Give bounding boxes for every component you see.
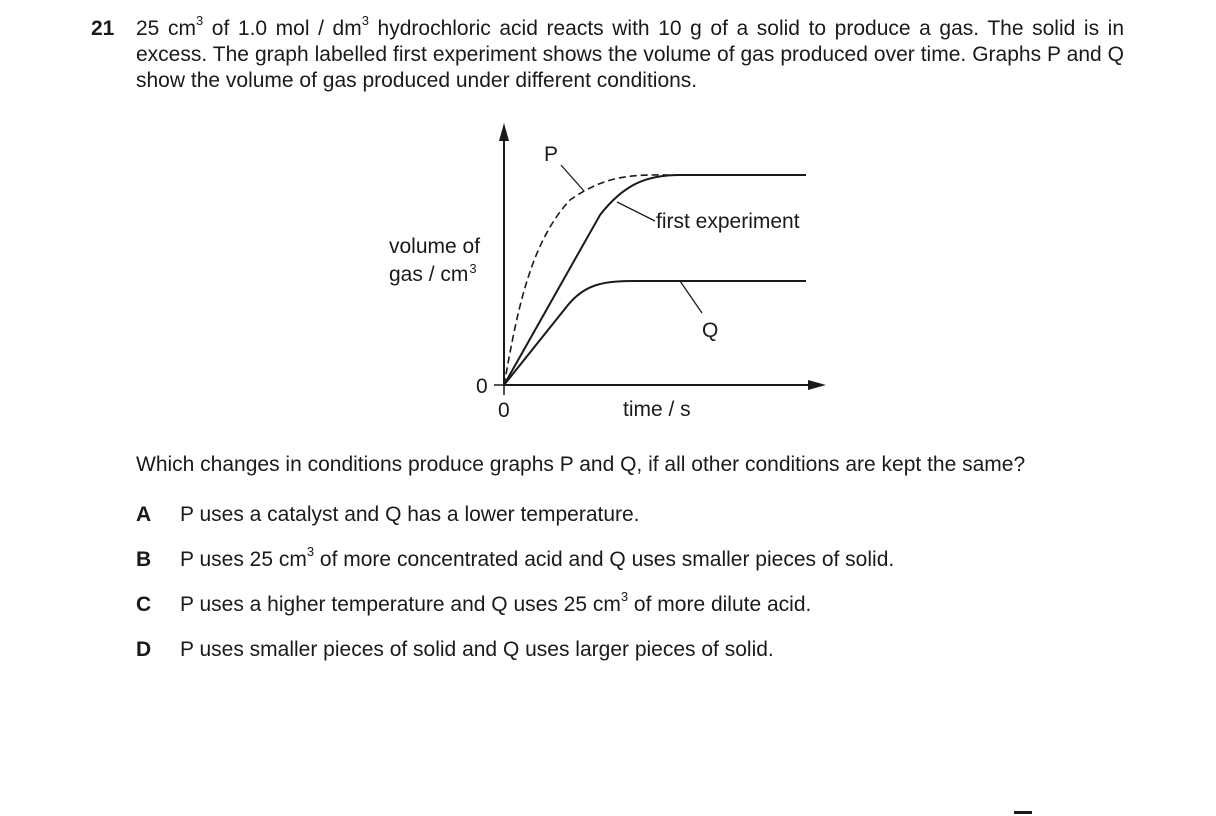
option-letter-d: D [136, 638, 152, 661]
curve-label-q: Q [702, 319, 719, 342]
curve-p [504, 175, 806, 385]
stem-text-1: 25 cm [136, 17, 196, 40]
option-text-a: P uses a catalyst and Q has a lower temperature. [180, 503, 640, 526]
leader-line-p [561, 165, 584, 191]
volume-time-graph [380, 115, 840, 430]
option-letter-a: A [136, 503, 152, 526]
leader-line-q [680, 281, 702, 313]
curve-label-p: P [544, 143, 559, 166]
option-b-text-2: of more concentrated acid and Q uses smaller pieces of solid. [314, 548, 895, 571]
option-letter-c: C [136, 593, 152, 616]
y-axis-label-superscript: 3 [469, 261, 477, 276]
stem-superscript-2: 3 [361, 13, 369, 28]
y-axis-arrow [499, 123, 509, 141]
option-b-text-1: P uses 25 cm [180, 548, 307, 571]
x-axis-arrow [808, 380, 826, 390]
y-axis-label-line-1: volume of [389, 235, 481, 258]
leader-line-first [617, 202, 655, 221]
option-c-text-2: of more dilute acid. [628, 593, 812, 616]
question-number: 21 [91, 17, 115, 40]
origin-label-y: 0 [476, 375, 488, 398]
y-axis-label-line-2 [389, 261, 477, 286]
option-c-superscript: 3 [620, 589, 629, 604]
origin-label-x: 0 [498, 399, 510, 422]
option-b-superscript: 3 [306, 544, 315, 559]
option-c-text-1: P uses a higher temperature and Q uses 25 cm [180, 593, 621, 616]
question-stem [136, 13, 1125, 94]
stem-text-3: hydrochloric acid reacts with 10 g of a solid to produce a gas. The solid is in excess. The graph labelled first experiment shows the volume of gas produced over time. Graphs P and Q show the volume of gas produced under different conditions. [136, 17, 1125, 92]
curve-label-first-experiment: first experiment [656, 210, 800, 233]
option-text-b [180, 544, 895, 573]
option-text-d: P uses smaller pieces of solid and Q uses larger pieces of solid. [180, 638, 774, 661]
page-edge-mark [1014, 811, 1032, 814]
question-prompt: Which changes in conditions produce graphs P and Q, if all other conditions are kept the same? [136, 453, 1026, 476]
stem-superscript-1: 3 [195, 13, 204, 28]
y-axis-label-unit: gas / cm [389, 263, 469, 286]
stem-text-2: of 1.0 mol / dm [203, 17, 362, 40]
option-text-c [180, 589, 812, 618]
option-letter-b: B [136, 548, 152, 571]
curve-q [504, 281, 806, 385]
x-axis-label: time / s [623, 398, 691, 421]
